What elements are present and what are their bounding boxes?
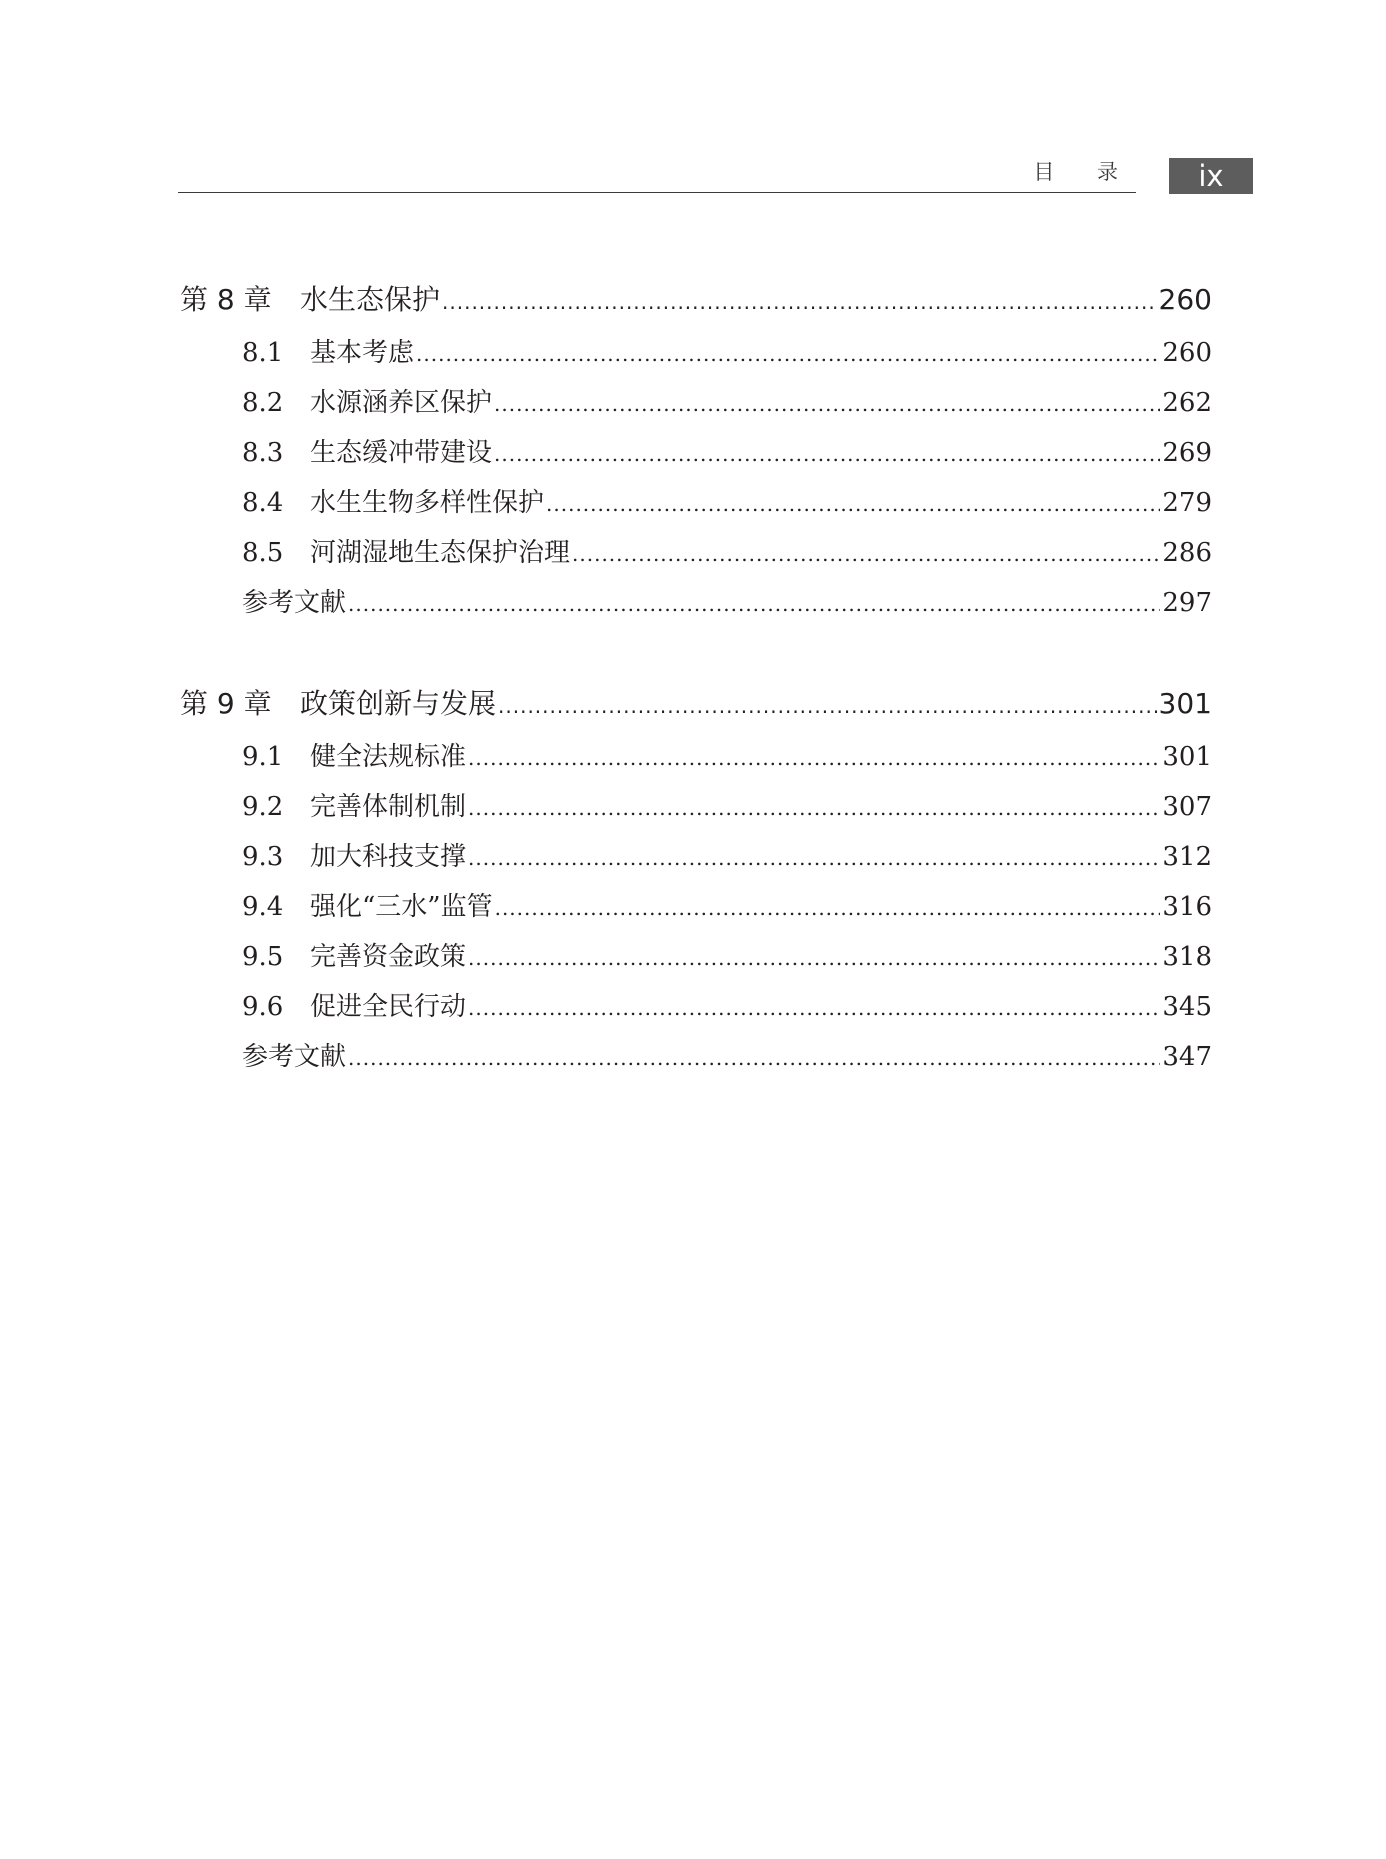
section-title: 水生生物多样性保护 [310,488,545,518]
toc-section-entry[interactable] [180,528,1212,578]
dot-leader [498,678,1157,734]
chapter-page: 301 [1158,687,1212,720]
section-title: 完善体制机制 [310,792,467,822]
toc-section-entry[interactable] [180,378,1212,428]
section-page: 312 [1162,842,1212,872]
dot-leader [442,274,1157,330]
section-title: 河湖湿地生态保护治理 [310,538,571,568]
dot-leader [348,1033,1160,1083]
section-number: 8.5 [242,538,284,568]
dot-leader [468,783,1160,833]
chapter-number: 第 8 章 [180,283,272,316]
chapter-title: 水生态保护 [300,283,441,316]
section-page: 345 [1162,992,1212,1022]
toc-section-entry[interactable] [180,882,1212,932]
dot-leader [416,329,1160,379]
section-page: 260 [1162,338,1212,368]
section-title: 加大科技支撑 [310,842,467,872]
section-title: 基本考虑 [310,338,415,368]
references-page: 347 [1162,1042,1212,1072]
page-number-badge: ix [1169,158,1253,194]
section-number: 9.4 [242,892,284,922]
toc-chapter-9 [180,676,1212,1082]
running-header [178,158,1253,196]
section-page: 262 [1162,388,1212,418]
toc-chapter-8 [180,272,1212,628]
header-title: 目 录 [1033,160,1136,184]
section-page: 301 [1162,742,1212,772]
section-page: 279 [1162,488,1212,518]
section-page: 286 [1162,538,1212,568]
references-page: 297 [1162,588,1212,618]
toc-chapter-entry[interactable] [180,676,1212,732]
dot-leader [348,579,1160,629]
dot-leader [468,933,1160,983]
section-number: 8.1 [242,338,284,368]
section-title: 水源涵养区保护 [310,388,493,418]
references-title: 参考文献 [242,1042,347,1072]
section-page: 316 [1162,892,1212,922]
dot-leader [468,983,1160,1033]
dot-leader [495,883,1161,933]
dot-leader [468,733,1160,783]
section-page: 318 [1162,942,1212,972]
section-number: 8.2 [242,388,284,418]
section-title: 健全法规标准 [310,742,467,772]
header-rule [178,192,1136,193]
toc-section-entry[interactable] [180,478,1212,528]
section-page: 307 [1162,792,1212,822]
section-number: 9.5 [242,942,284,972]
section-title: 促进全民行动 [310,992,467,1022]
section-number: 9.2 [242,792,284,822]
toc-section-entry[interactable] [180,932,1212,982]
section-number: 9.3 [242,842,284,872]
toc-section-entry[interactable] [180,732,1212,782]
section-title: 生态缓冲带建设 [310,438,493,468]
toc-section-entry[interactable] [180,832,1212,882]
section-number: 8.3 [242,438,284,468]
toc-chapter-entry[interactable] [180,272,1212,328]
references-title: 参考文献 [242,588,347,618]
section-title: 强化“三水”监管 [310,892,493,922]
section-number: 9.1 [242,742,284,772]
chapter-number: 第 9 章 [180,687,272,720]
section-title: 完善资金政策 [310,942,467,972]
toc-section-entry[interactable] [180,428,1212,478]
dot-leader [494,429,1160,479]
section-number: 8.4 [242,488,284,518]
dot-leader [468,833,1160,883]
dot-leader [546,479,1160,529]
chapter-title: 政策创新与发展 [300,687,497,720]
toc-references-entry[interactable] [180,1032,1212,1082]
toc-section-entry[interactable] [180,782,1212,832]
chapter-page: 260 [1158,283,1212,316]
toc-section-entry[interactable] [180,328,1212,378]
toc-section-entry[interactable] [180,982,1212,1032]
section-page: 269 [1162,438,1212,468]
table-of-contents [180,272,1212,1130]
dot-leader [494,379,1160,429]
dot-leader [572,529,1160,579]
toc-references-entry[interactable] [180,578,1212,628]
section-number: 9.6 [242,992,284,1022]
